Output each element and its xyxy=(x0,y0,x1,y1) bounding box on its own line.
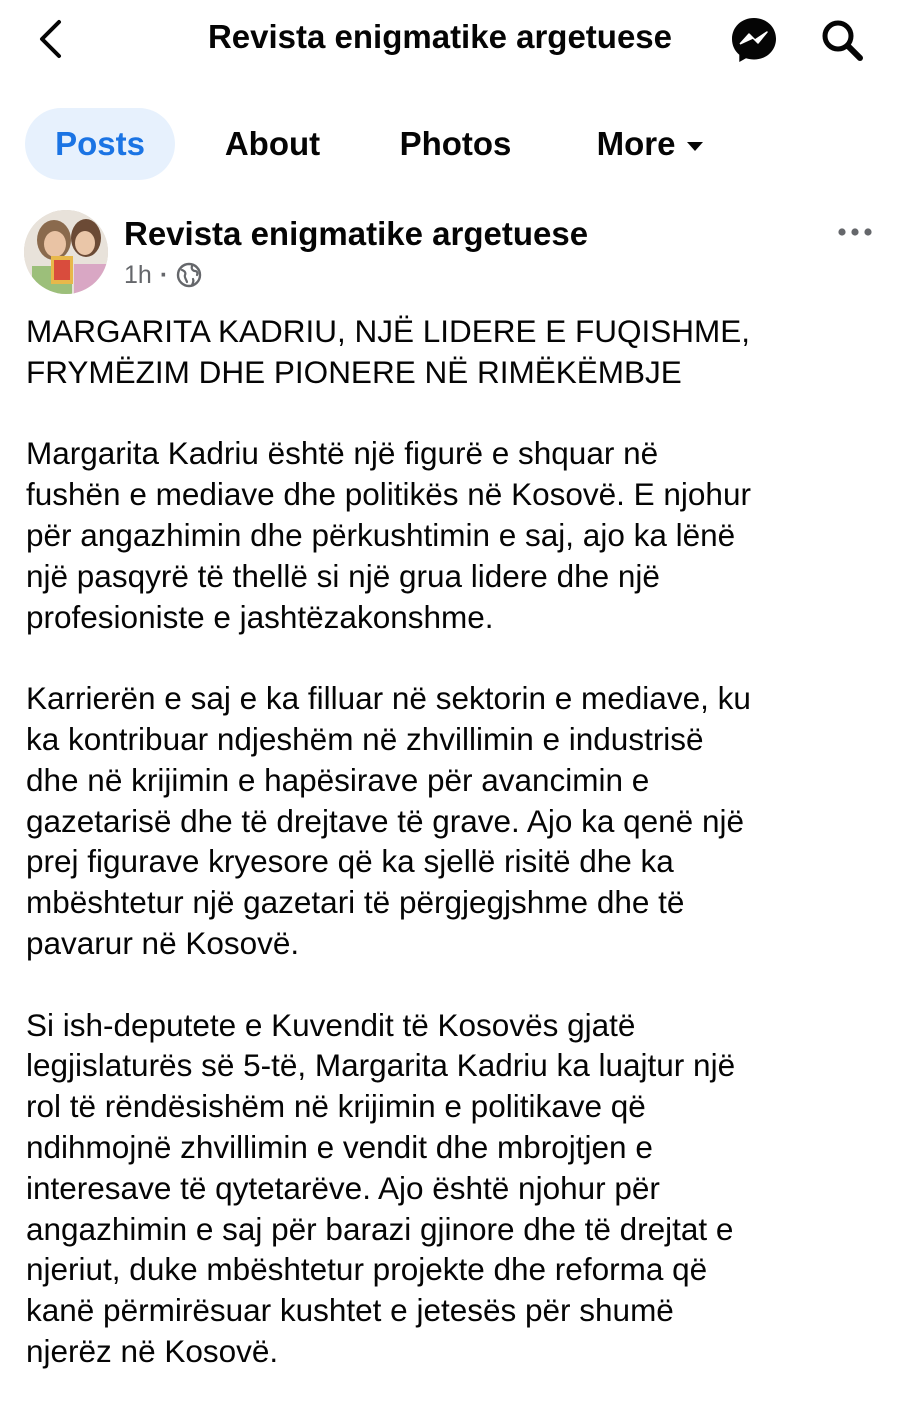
tab-posts[interactable]: Posts xyxy=(25,108,175,180)
tab-photos[interactable]: Photos xyxy=(399,125,512,162)
post-paragraph-2: Karrierën e saj e ka filluar në sektorin e mediave, ku ka kontribuar ndjeshëm në zhvillimin e industrisë dhe në krijimin e hapësirave për avancimin e gazetarisë dhe të drejtave të grave. Ajo ka qenë një prej figurave kryesore që ka sjellë risitë dhe ka mbështetur një gazetari të përgjegjshme dhe të pavarur në Kosovë. xyxy=(26,680,751,961)
globe-icon xyxy=(176,262,202,288)
tab-more[interactable] xyxy=(570,108,730,180)
search-button[interactable] xyxy=(816,14,868,66)
post-paragraph-1: Margarita Kadriu është një figurë e shquar në fushën e mediave dhe politikës në Kosovë. E njohur për angazhimin dhe përkushtimin e saj, ajo ka lënë një pasqyrë të thellë si një grua lidere dhe një profesioniste e jashtëzakonshme. xyxy=(26,435,751,635)
page-title-text: Revista enigmatike argetuese xyxy=(207,18,673,55)
more-horizontal-icon xyxy=(837,227,873,237)
post-options-button[interactable] xyxy=(830,217,880,247)
post-header xyxy=(0,205,900,300)
messenger-icon xyxy=(729,15,779,65)
messenger-button[interactable] xyxy=(728,14,780,66)
page-tabs xyxy=(0,108,900,182)
search-icon xyxy=(820,18,864,62)
post-body xyxy=(26,311,886,1413)
post-paragraph-3: Si ish-deputete e Kuvendit të Kosovës gjatë legjislaturës së 5-të, Margarita Kadriu ka luajtur një rol të rëndësishëm në krijimin e politikave që ndihmojnë zhvillimin e vendit dhe mbrojtjen e interesave të qytetarëve. Ajo është njohur për angazhimin e saj për barazi gjinore dhe të drejtat e njeriut, duke mbështetur projekte dhe reforma që kanë përmirësuar kushtet e jetesës për shumë njerëz në Kosovë. xyxy=(26,1006,736,1369)
post-author[interactable]: Revista enigmatike argetuese xyxy=(124,215,589,252)
meta-separator: · xyxy=(159,260,169,289)
top-bar xyxy=(0,0,900,80)
tab-about[interactable]: About xyxy=(224,125,321,162)
post-meta xyxy=(124,260,202,290)
post-headline: MARGARITA KADRIU, NJË LIDERE E FUQISHME, FRYMËZIM DHE PIONERE NË RIMËKËMBJE xyxy=(26,313,751,390)
post-time[interactable]: 1h xyxy=(124,260,152,289)
avatar[interactable] xyxy=(24,210,108,294)
caret-down-icon xyxy=(687,142,703,151)
tab-more-label: More xyxy=(596,125,676,162)
avatar-image xyxy=(24,210,108,294)
